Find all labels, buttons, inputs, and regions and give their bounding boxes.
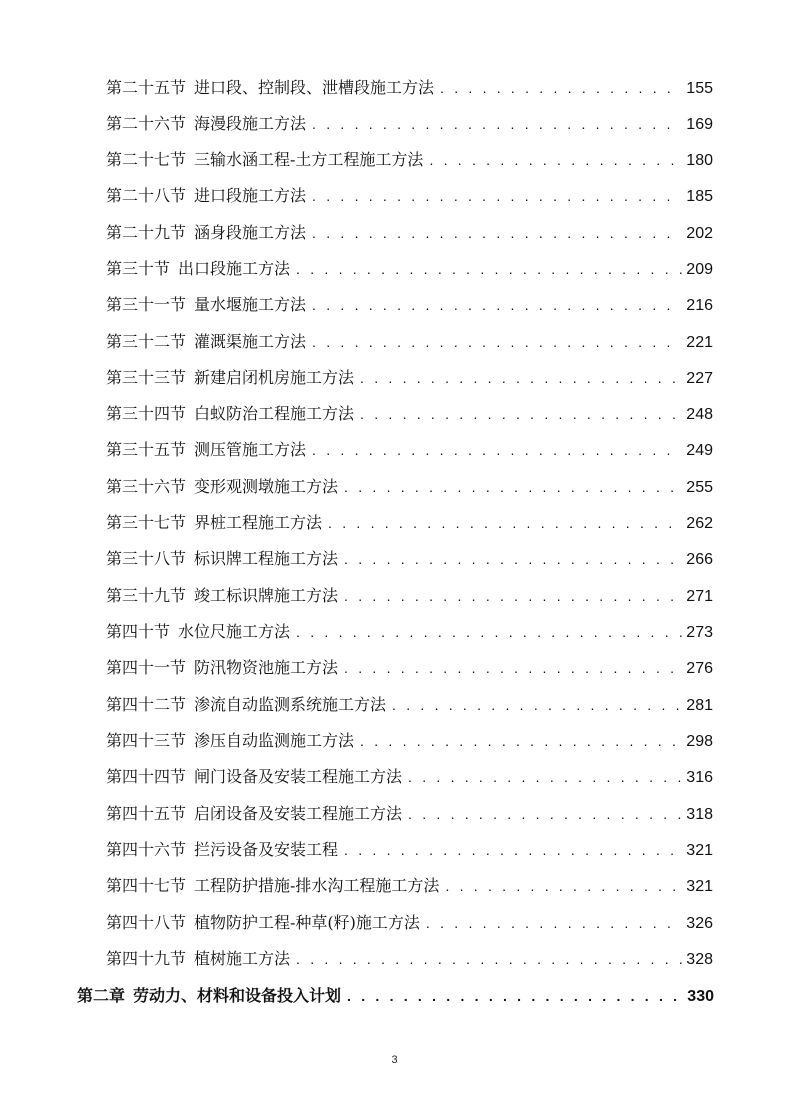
toc-leader-dots bbox=[344, 546, 682, 572]
toc-leader-dots bbox=[426, 910, 682, 936]
toc-leader-dots bbox=[344, 583, 682, 609]
toc-entry-number: 第三十七节 bbox=[106, 513, 187, 532]
toc-entry-page: 298 bbox=[686, 733, 713, 750]
toc-leader-dots bbox=[360, 728, 682, 754]
toc-leader-dots bbox=[344, 474, 682, 500]
toc-entry-page: 318 bbox=[686, 806, 713, 823]
toc-entry-page: 266 bbox=[686, 551, 713, 568]
toc-entry-title: 工程防护措施-排水沟工程施工方法 bbox=[194, 876, 440, 895]
toc-entry[interactable] bbox=[106, 764, 713, 790]
toc-entry-page: 248 bbox=[686, 406, 713, 423]
toc-leader-dots bbox=[360, 401, 682, 427]
toc-entry[interactable] bbox=[106, 692, 713, 718]
toc-entry[interactable] bbox=[106, 365, 713, 391]
toc-entry-page: 249 bbox=[686, 442, 713, 459]
toc-entry-title: 渗流自动监测系统施工方法 bbox=[194, 695, 387, 714]
toc-entry[interactable] bbox=[106, 619, 713, 645]
toc-entry-number: 第四十二节 bbox=[106, 695, 187, 714]
toc-entry-page: 316 bbox=[686, 769, 713, 786]
toc-leader-dots bbox=[296, 256, 682, 282]
toc-entry-page: 262 bbox=[686, 515, 713, 532]
toc-entry-title: 进口段施工方法 bbox=[194, 186, 307, 205]
toc-entry-number: 第二十八节 bbox=[106, 186, 187, 205]
toc-entry-number: 第四十九节 bbox=[106, 949, 187, 968]
toc-entry-title: 防汛物资池施工方法 bbox=[194, 658, 339, 677]
toc-entry-page: 321 bbox=[686, 878, 713, 895]
toc-entry[interactable] bbox=[106, 583, 713, 609]
toc-entry-title: 白蚁防治工程施工方法 bbox=[194, 404, 355, 423]
toc-entry-page: 202 bbox=[686, 225, 713, 242]
toc-leader-dots bbox=[312, 183, 682, 209]
toc-chapter-entry[interactable] bbox=[77, 983, 714, 1009]
toc-entry-title: 水位尺施工方法 bbox=[178, 622, 291, 641]
toc-entry[interactable] bbox=[106, 546, 713, 572]
toc-entry-number: 第四十一节 bbox=[106, 658, 187, 677]
toc-entry-page: 255 bbox=[686, 479, 713, 496]
toc-leader-dots bbox=[328, 510, 682, 536]
toc-entry-page: 216 bbox=[686, 297, 713, 314]
toc-entry-number: 第四十三节 bbox=[106, 731, 187, 750]
page-number: 3 bbox=[391, 1054, 398, 1066]
toc-entry-number: 第三十一节 bbox=[106, 295, 187, 314]
toc-entry[interactable] bbox=[106, 220, 713, 246]
toc-entry-page: 328 bbox=[686, 951, 713, 968]
toc-entry[interactable] bbox=[106, 75, 713, 101]
toc-entry[interactable] bbox=[106, 256, 713, 282]
toc-entry-page: 169 bbox=[686, 116, 713, 133]
toc-entry-number: 第三十九节 bbox=[106, 586, 187, 605]
toc-entry-page: 281 bbox=[686, 697, 713, 714]
toc-entry[interactable] bbox=[106, 329, 713, 355]
toc-leader-dots bbox=[408, 801, 682, 827]
toc-entry[interactable] bbox=[106, 910, 713, 936]
toc-entry[interactable] bbox=[106, 401, 713, 427]
toc-entry-title: 变形观测墩施工方法 bbox=[194, 477, 339, 496]
toc-entry[interactable] bbox=[106, 437, 713, 463]
toc-entry-number: 第二十六节 bbox=[106, 114, 187, 133]
toc-entry-title: 界桩工程施工方法 bbox=[194, 513, 323, 532]
toc-leader-dots bbox=[296, 619, 682, 645]
toc-leader-dots bbox=[344, 837, 682, 863]
toc-entry[interactable] bbox=[106, 474, 713, 500]
toc-entry-title: 灌溉渠施工方法 bbox=[194, 332, 307, 351]
toc-entry-title: 植树施工方法 bbox=[194, 949, 291, 968]
toc-entry[interactable] bbox=[106, 111, 713, 137]
toc-entry-page: 155 bbox=[686, 80, 713, 97]
toc-entry-title: 出口段施工方法 bbox=[178, 259, 291, 278]
toc-entry-number: 第三十节 bbox=[106, 259, 171, 278]
toc-entry-number: 第三十六节 bbox=[106, 477, 187, 496]
toc-entry-page: 276 bbox=[686, 660, 713, 677]
toc-entry-title: 渗压自动监测施工方法 bbox=[194, 731, 355, 750]
toc-entry[interactable] bbox=[106, 510, 713, 536]
toc-leader-dots bbox=[312, 292, 682, 318]
toc-entry-number: 第二十五节 bbox=[106, 78, 187, 97]
toc-entry-title: 三输水涵工程-土方工程施工方法 bbox=[194, 150, 424, 169]
toc-leader-dots bbox=[440, 75, 682, 101]
toc-entry-number: 第四十五节 bbox=[106, 804, 187, 823]
toc-entry-number: 第四十八节 bbox=[106, 913, 187, 932]
toc-entry-page: 209 bbox=[686, 261, 713, 278]
toc-entry-page: 227 bbox=[686, 370, 713, 387]
toc-leader-dots bbox=[429, 147, 682, 173]
toc-leader-dots bbox=[296, 946, 682, 972]
toc-entry-page: 321 bbox=[686, 842, 713, 859]
toc-leader-dots bbox=[312, 437, 682, 463]
toc-entry-number: 第四十四节 bbox=[106, 767, 187, 786]
toc-leader-dots bbox=[344, 655, 682, 681]
toc-entry-page: 271 bbox=[686, 588, 713, 605]
toc-entry-number: 第二十七节 bbox=[106, 150, 187, 169]
toc-entry-title: 闸门设备及安装工程施工方法 bbox=[194, 767, 403, 786]
toc-entry-number: 第三十五节 bbox=[106, 440, 187, 459]
toc-leader-dots bbox=[312, 329, 682, 355]
toc-entry-number: 第四十六节 bbox=[106, 840, 187, 859]
toc-entry[interactable] bbox=[106, 837, 713, 863]
toc-entry-number: 第四十七节 bbox=[106, 876, 187, 895]
toc-entry[interactable] bbox=[106, 801, 713, 827]
toc-entry-title: 涵身段施工方法 bbox=[194, 223, 307, 242]
toc-entry[interactable] bbox=[106, 292, 713, 318]
toc-leader-dots bbox=[408, 764, 682, 790]
toc-entry[interactable] bbox=[106, 183, 713, 209]
toc-entry-page: 185 bbox=[686, 188, 713, 205]
toc-entry-number: 第三十四节 bbox=[106, 404, 187, 423]
toc-entry-number: 第三十三节 bbox=[106, 368, 187, 387]
toc-leader-dots bbox=[392, 692, 682, 718]
toc-leader-dots bbox=[312, 111, 682, 137]
toc-entry-title: 海漫段施工方法 bbox=[194, 114, 307, 133]
toc-entry-page: 180 bbox=[686, 152, 713, 169]
toc-entry-number: 第二十九节 bbox=[106, 223, 187, 242]
toc-entry[interactable] bbox=[106, 147, 713, 173]
toc-entry-title: 新建启闭机房施工方法 bbox=[194, 368, 355, 387]
toc-entry-title: 测压管施工方法 bbox=[194, 440, 307, 459]
toc-entry-number: 第四十节 bbox=[106, 622, 171, 641]
toc-entry-title: 拦污设备及安装工程 bbox=[194, 840, 339, 859]
toc-entry-title: 标识牌工程施工方法 bbox=[194, 549, 339, 568]
toc-entry-title: 量水堰施工方法 bbox=[194, 295, 307, 314]
toc-entry[interactable] bbox=[106, 946, 713, 972]
toc-entry-number: 第三十八节 bbox=[106, 549, 187, 568]
toc-entry[interactable] bbox=[106, 728, 713, 754]
toc-chapter-number: 第二章 bbox=[77, 986, 126, 1005]
toc-entry-number: 第三十二节 bbox=[106, 332, 187, 351]
toc-entry-page: 221 bbox=[686, 334, 713, 351]
toc-entry-title: 进口段、控制段、泄槽段施工方法 bbox=[194, 78, 435, 97]
toc-entry-page: 273 bbox=[686, 624, 713, 641]
toc-chapter-title: 劳动力、材料和设备投入计划 bbox=[133, 986, 342, 1005]
toc-chapter-page: 330 bbox=[687, 988, 714, 1005]
toc-entry[interactable] bbox=[106, 655, 713, 681]
toc-leader-dots bbox=[360, 365, 682, 391]
toc-entry-page: 326 bbox=[686, 915, 713, 932]
toc-leader-dots bbox=[445, 873, 682, 899]
toc-entry-title: 植物防护工程-种草(籽)施工方法 bbox=[194, 913, 420, 932]
toc-entry-title: 启闭设备及安装工程施工方法 bbox=[194, 804, 403, 823]
toc-entry[interactable] bbox=[106, 873, 713, 899]
toc-entry-title: 竣工标识牌施工方法 bbox=[194, 586, 339, 605]
toc-leader-dots bbox=[347, 983, 683, 1009]
toc-leader-dots bbox=[312, 220, 682, 246]
